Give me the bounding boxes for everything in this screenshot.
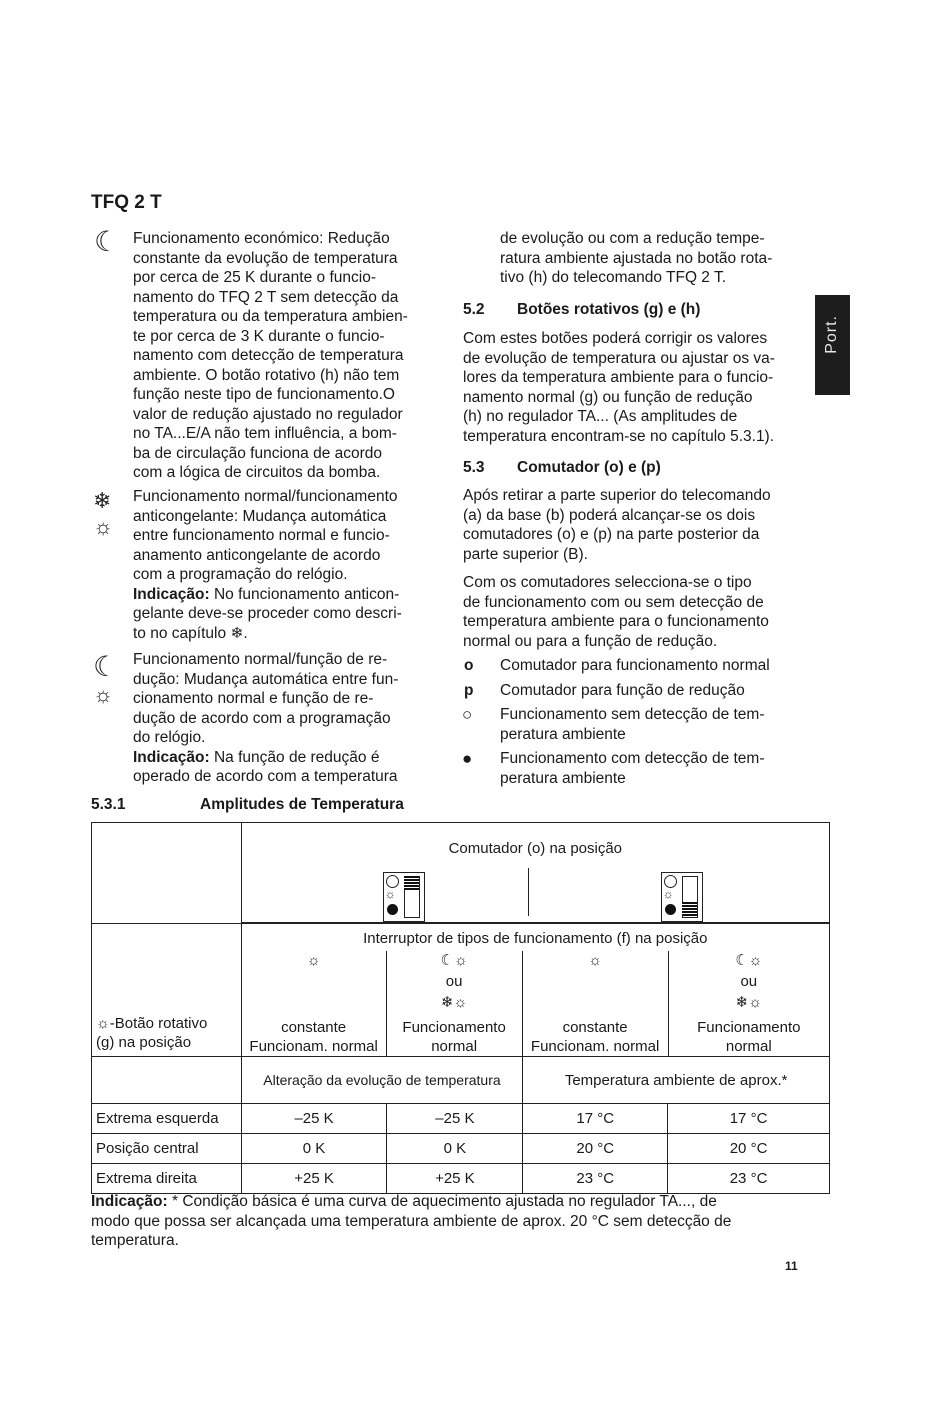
- list-item: [500, 749, 765, 788]
- economy-mode-text: [133, 229, 433, 483]
- table-cell: +25 K: [387, 1164, 523, 1194]
- table-cell: 23 °C: [523, 1164, 668, 1194]
- frost-mode-text: [133, 487, 433, 643]
- or-label: ou: [445, 973, 463, 990]
- text-line: operado de acordo com a temperatura: [133, 768, 398, 785]
- text-line: Com os comutadores selecciona-se o tipo: [463, 574, 752, 591]
- sun-icon: ☼: [93, 682, 114, 707]
- moon-sun-icon: ☾☼: [735, 952, 763, 969]
- snowflake-sun-icon: ❄☼: [440, 994, 468, 1011]
- mode-col: [523, 951, 669, 1056]
- table-cell: 20 °C: [668, 1134, 830, 1164]
- section-number: 5.2: [463, 301, 485, 318]
- rotary-knob-label: (g) na posição: [96, 1034, 192, 1051]
- text-line: Após retirar a parte superior do telecomando: [463, 487, 771, 504]
- text-line: Funcionamento económico: Redução: [133, 230, 390, 247]
- note-label: Indicação:: [133, 585, 210, 603]
- snowflake-icon: ❄: [93, 488, 112, 513]
- switch-position-up-icon: ☼: [383, 872, 425, 922]
- text-line: dução de acordo com a programação: [133, 709, 391, 727]
- table-cell: 17 °C: [523, 1104, 668, 1134]
- continuation-text: [500, 229, 810, 288]
- text-line: entre funcionamento normal e funcio-: [133, 527, 390, 544]
- section-5-3-1-title: Amplitudes de Temperatura: [200, 796, 404, 813]
- sun-icon: ☼: [306, 952, 321, 969]
- table-cell: 17 °C: [668, 1104, 830, 1134]
- text-line: (a) da base (b) poderá alcançar-se os dois: [463, 506, 756, 524]
- table-cell: 0 K: [387, 1134, 523, 1164]
- text-line: comutadores (o) e (p) na parte posterior da: [463, 526, 760, 543]
- empty-cell: [92, 1057, 242, 1104]
- table-cell: 23 °C: [668, 1164, 830, 1194]
- or-label: ou: [740, 973, 758, 990]
- text-line: Com estes botões poderá corrigir os valores: [463, 330, 768, 347]
- mode-switch-header: Interruptor de tipos de funcionamento (f) na posição: [363, 930, 708, 947]
- mode-col: [242, 951, 387, 1056]
- text-line: constante da evolução de temperatura: [133, 249, 398, 267]
- text-line: Na função de redução é: [213, 748, 380, 766]
- text-line: peratura ambiente: [500, 769, 626, 787]
- row-label: Extrema direita: [92, 1164, 242, 1194]
- text-line: temperatura.: [91, 1232, 179, 1249]
- moon-icon: ☾: [93, 651, 119, 682]
- text-line: anamento anticongelante de acordo: [133, 546, 381, 564]
- reduction-mode-text: [133, 650, 433, 787]
- empty-corner-cell: [92, 823, 242, 924]
- table-cell: 0 K: [241, 1134, 387, 1164]
- text-line: de funcionamento com ou sem detecção de: [463, 593, 764, 611]
- section-5-3-para2: [463, 573, 808, 651]
- mode-line: Funcionam. normal: [530, 1038, 660, 1055]
- snowflake-sun-icon: ❄☼: [735, 994, 762, 1011]
- note-line: [133, 585, 433, 605]
- subheader-left: Alteração da evolução de temperatura: [241, 1057, 523, 1104]
- table-cell: –25 K: [241, 1104, 387, 1134]
- section-5-2-title: Botões rotativos (g) e (h): [517, 301, 701, 318]
- mode-line: constante: [281, 1019, 347, 1036]
- text-line: temperatura ambiente para o funcionamento: [463, 613, 769, 630]
- table-row: [92, 1164, 830, 1194]
- text-line: lores da temperatura ambiente para o funcio-: [463, 369, 774, 386]
- list-key: p: [464, 682, 474, 699]
- rotary-knob-label: ☼-Botão rotativo: [96, 1015, 208, 1032]
- mode-line: Funcionam. normal: [249, 1038, 378, 1055]
- section-5-3-number: 5.3: [463, 459, 485, 476]
- subheader-right: Temperatura ambiente de aprox.*: [523, 1057, 830, 1104]
- text-line: cionamento normal e função de re-: [133, 690, 374, 707]
- text-line: namento do TFQ 2 T sem detecção da: [133, 288, 399, 306]
- list-item: [500, 705, 765, 744]
- text-line: com a programação do relógio.: [133, 566, 348, 583]
- text-line: tivo (h) do telecomando TFQ 2 T.: [500, 269, 727, 286]
- text-line: de evolução de temperatura ou ajustar os va-: [463, 349, 775, 367]
- divider: [528, 868, 529, 916]
- text-line: Funcionamento sem detecção de tem-: [500, 706, 765, 723]
- text-line: * Condição básica é uma curva de aquecimento ajustada no regulador TA..., de: [171, 1193, 717, 1210]
- text-line: dução: Mudança automática entre fun-: [133, 670, 399, 688]
- mode-line: constante: [562, 1019, 628, 1036]
- text-line: função neste tipo de funcionamento.O: [133, 386, 395, 403]
- section-5-3-1-number: 5.3.1: [91, 796, 126, 813]
- text-line: peratura ambiente: [500, 725, 626, 743]
- text-line: de evolução ou com a redução tempe-: [500, 230, 765, 247]
- mode-line: Funcionamento: [402, 1019, 506, 1036]
- filled-circle-icon: ●: [462, 749, 473, 768]
- temperature-table: [91, 822, 830, 1194]
- mode-line: Funcionamento: [697, 1019, 801, 1036]
- text-line: temperatura ou da temperatura ambien-: [133, 308, 408, 325]
- text-line: no TA...E/A não tem influência, a bom-: [133, 425, 397, 442]
- list-key: o: [464, 657, 474, 674]
- mode-line: normal: [431, 1038, 478, 1055]
- note-line: [133, 748, 433, 768]
- section-5-2-text: [463, 329, 808, 446]
- row-label: Posição central: [92, 1134, 242, 1164]
- side-tab-label: Port.: [823, 315, 840, 354]
- text-line: valor de redução ajustado no regulador: [133, 405, 403, 423]
- text-line: por cerca de 25 K durante o funcio-: [133, 269, 376, 286]
- note-label: Indicação:: [133, 748, 210, 766]
- text-line: Funcionamento com detecção de tem-: [500, 750, 765, 767]
- text-line: ratura ambiente ajustada no botão rota-: [500, 249, 773, 267]
- table-row: [92, 1104, 830, 1134]
- section-5-3-title: Comutador (o) e (p): [517, 459, 661, 476]
- text-line: namento normal (g) ou função de redução: [463, 388, 753, 406]
- table-cell: 20 °C: [523, 1134, 668, 1164]
- section-5-2-heading: [463, 300, 485, 320]
- text-line: to no capítulo ❄.: [133, 624, 248, 642]
- switch-o-header: Comutador (o) na posição: [448, 840, 623, 857]
- rotary-knob-label-cell: [92, 924, 242, 1057]
- list-item: Comutador para funcionamento normal: [500, 657, 770, 674]
- text-line: Funcionamento normal/função de re-: [133, 651, 388, 668]
- list-item: Comutador para função de redução: [500, 682, 745, 699]
- text-line: namento com detecção de temperatura: [133, 347, 404, 364]
- mode-col: [669, 951, 829, 1056]
- table-row: [92, 1134, 830, 1164]
- switch-position-down-icon: ☼: [661, 872, 703, 922]
- sun-icon: ☼: [588, 952, 602, 969]
- text-line: ba de circulação funciona de acordo: [133, 444, 383, 462]
- footnote: [91, 1192, 811, 1251]
- text-line: (h) no regulador TA... (As amplitudes de: [463, 408, 738, 425]
- moon-icon: ☾: [94, 226, 120, 257]
- page-number: 11: [785, 1259, 798, 1273]
- mode-header-cell: [241, 924, 829, 1057]
- section-5-3-para1: [463, 486, 808, 564]
- text-line: No funcionamento anticon-: [213, 585, 400, 603]
- row-label: Extrema esquerda: [92, 1104, 242, 1134]
- table-cell: –25 K: [387, 1104, 523, 1134]
- mode-col: [387, 951, 523, 1056]
- text-line: ambiente. O botão rotativo (h) não tem: [133, 366, 400, 384]
- text-line: te por cerca de 3 K durante o funcio-: [133, 327, 385, 345]
- side-tab: [815, 295, 850, 395]
- open-circle-icon: ○: [462, 705, 473, 724]
- text-line: do relógio.: [133, 729, 206, 746]
- text-line: gelante deve-se proceder como descri-: [133, 605, 402, 622]
- mode-line: normal: [725, 1038, 772, 1055]
- switch-o-header-cell: [241, 823, 829, 923]
- footnote-label: Indicação:: [91, 1193, 168, 1210]
- text-line: com a lógica de circuitos da bomba.: [133, 464, 381, 481]
- text-line: Funcionamento normal/funcionamento: [133, 488, 398, 505]
- footnote-line: [91, 1192, 811, 1212]
- text-line: modo que possa ser alcançada uma temperatura ambiente de aprox. 20 °C sem detecção de: [91, 1212, 732, 1230]
- text-line: anticongelante: Mudança automática: [133, 507, 387, 525]
- moon-sun-icon: ☾☼: [440, 952, 468, 969]
- table-cell: +25 K: [241, 1164, 387, 1194]
- text-line: normal ou para a função de redução.: [463, 632, 718, 650]
- text-line: parte superior (B).: [463, 545, 588, 563]
- page-title: TFQ 2 T: [91, 192, 162, 213]
- sun-icon: ☼: [93, 514, 114, 539]
- text-line: temperatura encontram-se no capítulo 5.3.1).: [463, 427, 775, 445]
